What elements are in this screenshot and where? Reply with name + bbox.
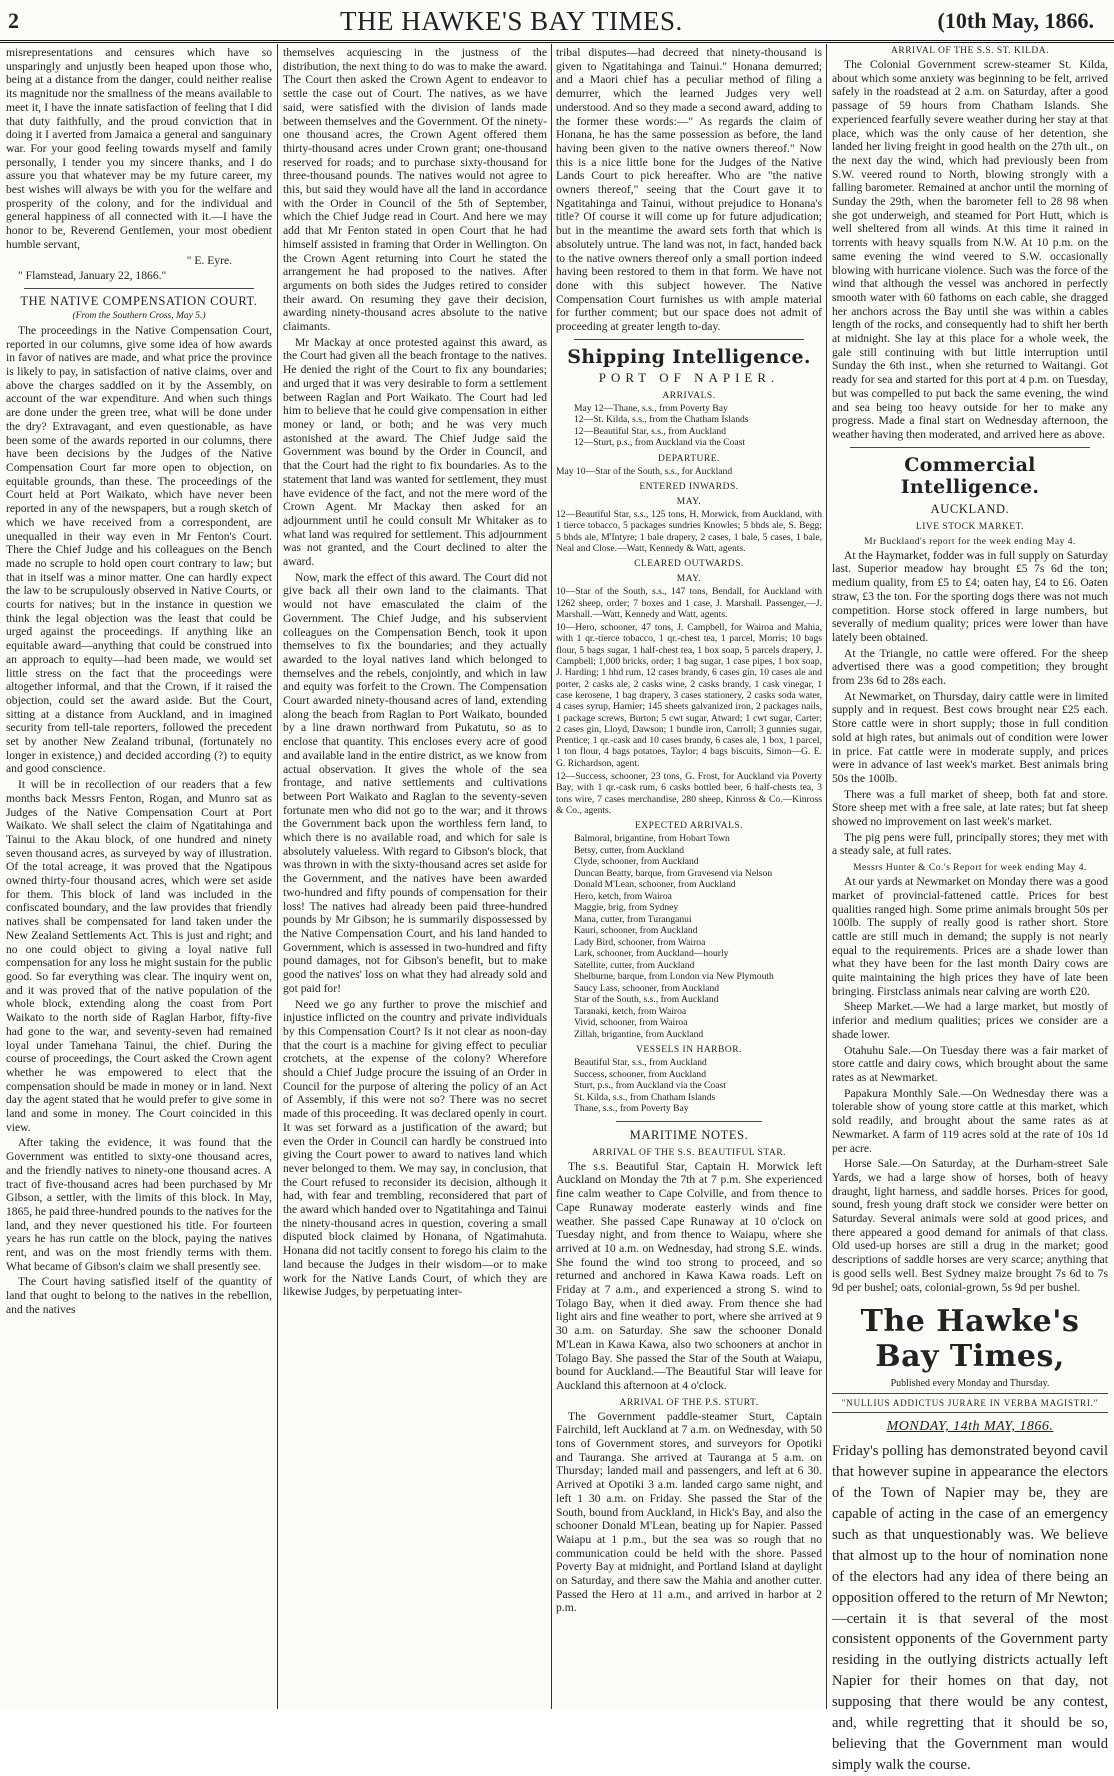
expected-arrivals-list bbox=[556, 833, 822, 1040]
live-stock-market-heading: LIVE STOCK MARKET. bbox=[915, 521, 1025, 532]
column-1 bbox=[6, 46, 272, 1709]
departure-entry: May 10—Star of the South, s.s., for Auckland bbox=[556, 465, 733, 477]
cleared-outwards-heading: CLEARED OUTWARDS. bbox=[634, 559, 744, 570]
column-rule bbox=[277, 44, 278, 1709]
buckland-report-heading: Mr Buckland's report for the week ending May 4. bbox=[864, 536, 1076, 547]
newspaper-title: THE HAWKE'S BAY TIMES. bbox=[340, 6, 683, 36]
article-paragraph: themselves acquiescing in the justness of the distribution, the next thing to do was to make the award. The Court then asked the Crown Agent to endeavor to settle the case out of Court. The natives, as we have said, were satisfied with the division of lands made between themselves and the Government. Of the ninety-one thousand acres, the Crown Agent offered them thirty-thousand acres under Crown grant; one-thousand reserved for roads; and to purchase sixty-thousand for three-thousand pounds. The natives would not agree to this, but said they would have all the land in accordance with the Order in Council of the 5th of September, which the Chief Judge read in Court. And here we may add that Mr Fenton stated in open Court that he had himself assisted in framing that Order in Wellington. On the Crown Agent returning into Court he stated the arrangement he had proposed to the natives. After arguments on both sides the Judges retired to consider their award. On resuming they gave their decision, awarding ninety-thousand acres absolute to the native claimants. bbox=[283, 46, 547, 334]
letter-signature: " E. Eyre. bbox=[186, 253, 232, 267]
article-paragraph: The Court having satisfied itself of the quantity of land that ought to belong to the natives in the rebellion, and the natives bbox=[6, 1275, 272, 1316]
list-item: Lady Bird, schooner, from Wairoa bbox=[574, 936, 706, 948]
market-paragraph: At the Triangle, no cattle were offered. For the sheep advertised there was a good competition; they brought from 23s 6d to 28s each. bbox=[832, 646, 1108, 688]
st-kilda-paragraph: The Colonial Government screw-steamer St. Kilda, about which some anxiety was beginning to be felt, arrived safely in the roadstead at 2 a.m. on Saturday, after a good passage of 59 hours from Chatham Islands. She experienced fearfully severe weather during her stay at that place, which was the only cause of her detention, she landed her living freight in good health on the 27th ult., on the next day the wind, which had previously been from S.W. veered round to North, blowing strongly with a falling barometer. Remained at anchor until the morning of Sunday the 29th, when the barometer fell to 28 98 when she got underweigh, and steamed for Port Hutt, which is well sheltered from all winds. At this time it rained in torrents with heavy squalls from N.W. At 10 p.m. on the same evening the wind veered to S.W. occasionally blowing with hurricane violence. Such was the force of the wind that although the vessel was anchored in perfectly smooth water with 60 fathoms on each cable, she dragged her anchors across the Bay until she was within a cables length of the rocks, and consequently had to shift her berth at midnight. She lay at this place for a whole week, the gale still continuing with but little interruption until Sunday the 6th inst., when she returned to Waitangi. Got ready for sea and started for this port at 4 p.m. on Tuesday, but was compelled to put back the same evening, the wind and sea being too heavy outside for her to make any progress. Made a final start on Wednesday afternoon, the weather having then moderated, and arrived here as above. bbox=[832, 58, 1108, 441]
market-paragraph: The pig pens were full, principally stores; they met with a steady sale, at full rates. bbox=[832, 830, 1108, 858]
arrivals-list bbox=[556, 403, 822, 449]
publication-schedule: Published every Monday and Thursday. bbox=[890, 1378, 1050, 1390]
list-item: Zillah, brigantine, from Auckland bbox=[574, 1028, 704, 1040]
market-paragraph: Sheep Market.—We had a large market, but mostly of inferior and medium qualities; prices we consider are a shade lower. bbox=[832, 1000, 1108, 1041]
list-item: Mana, cutter, from Turanganui bbox=[574, 913, 692, 925]
commercial-intelligence-heading: Commercial Intelligence. bbox=[900, 453, 1040, 498]
list-item: 12—Sturt, p.s., from Auckland via the Coast bbox=[574, 437, 746, 449]
column-3 bbox=[556, 46, 822, 1709]
page-header bbox=[0, 0, 1114, 44]
article-paragraph: The proceedings in the Native Compensation Court, reported in our columns, give some idea of how awards in favor of natives are made, and what price the province is likely to pay, in satisfaction of native claims, over and above the charges saddled on it by the Assembly, on account of the war expenditure. And when such things are done under the green tree, what will be done under the dry? Extravagant, and even questionable, as have been some of the awards reported in our columns, there have been decisions by the Judges of the Native Compensation Court far more open to objection, on equitable grounds, than these. The proceedings of the Court held at Port Waikato, which have never been reported in any of the newspapers, but a rough sketch of which we have received from a correspondent, are unequalled in their way even in Mr Fenton's Court. There the Chief Judge and his colleagues on the Bench made no scruple to hold open court contrary to law; but that in itself was a minor matter. One can hardly expect the law to be scrupulously observed in Native Courts, or courts for natives; but in the instance in question we think the legal objection was the least that could be urged against the proceedings. If anything like an equitable award—anything that could be construed into an approach to equity—had been made, we would set little stress on the fact that the proceedings were altogether informal, and that the Crown, if it raised the objection, could set the award aside. But the Court, sitting at a distance from Auckland, and in imagined security from tell-tale reporters, followed the precedent set by another New Zealand tribunal, (fortunately no longer in existence,) and decided according (?) to equity and good conscience. bbox=[6, 323, 272, 776]
market-paragraph: Horse Sale.—On Saturday, at the Durham-street Sale Yards, we had a large show of horses, both of heavy draught, light harness, and saddle horses. Prices for good, sound, fresh young draft stock we consider were better on Saturday. Several animals were sold at good prices, and there appeared a good demand for animals of that class. Old used-up horses are still a drug in the market; good descriptions of saddle horses are very scarce; anything that is good sells well. Best Sydney maize brought 7s 6d to 7s 9d per bushel; oats, colonial-grown, 5s 9d per bushel. bbox=[832, 1157, 1108, 1294]
column-2 bbox=[283, 46, 547, 1709]
list-item: Saucy Lass, schooner, from Auckland bbox=[574, 982, 720, 994]
header-rule bbox=[0, 40, 1114, 43]
market-paragraph: There was a full market of sheep, both fat and store. Store sheep met with a free sale, at late rates; but fat sheep showed no improvement on last week's market. bbox=[832, 787, 1108, 829]
vessels-in-harbor-heading: VESSELS IN HARBOR. bbox=[636, 1045, 742, 1056]
divider bbox=[24, 288, 254, 289]
list-item: Thane, s.s., from Poverty Bay bbox=[574, 1103, 689, 1115]
sturt-heading: ARRIVAL OF THE P.S. STURT. bbox=[619, 1397, 759, 1408]
article-paragraph: Now, mark the effect of this award. The Court did not give back all their own land to the claimants. That would not have emasculated the claim of the Government. The Chief Judge, and his subservient colleagues on the Compensation Bench, took it upon themselves to fix the boundaries; and they actually awarded to the loyal natives land which belonged to themselves and the rebels, conjointly, and which in law and equity was forfeit to the Crown. The Compensation Court awarded ninety-thousand acres of land, extending along the beach from Raglan to Port Waikato, bounded by a line drawn northward from Pukatutu, so as to enclose that quantity. This encloses every acre of good and available land in the entire district, as we know from actual observation. It gives the whole of the sea frontage, and native settlements and cultivations between Port Waikato and Raglan to the seventy-seven fortunate men who did not go to the war; and it throws the Government back upon the worthless fern land, to which there is no available road, and which for sale is absolutely valueless. With regard to Gibson's block, that was thrown in with the sixty-thousand acres set aside for the Government, and the natives have been awarded two-hundred and fifty pounds of compensation for their loss! The natives had already been paid three-hundred pounds by Mr Gibson; he is summarily dispossessed by the Native Compensation Court, and his land handed to Government, which is assessed in two-hundred and fifty pound damages, not for Gibson's benefit, but to make good the natives' loss on what they had already sold and got paid for! bbox=[283, 570, 547, 995]
letter-place: " Flamstead, January 22, 1866." bbox=[18, 269, 167, 283]
article-source: (From the Southern Cross, May 5.) bbox=[72, 310, 206, 321]
article-paragraph: Need we go any further to prove the mischief and injustice inflicted on the country and private individuals by this Compensation Court? Is it not clear as noon-day that the court is a machine for giving effect to peculiar crotchets, at the expense of the colony? Wherefore should a Chief Judge procure the issuing of an Order in Council for the purpose of altering the policy of an Act of Assembly, if this were not so? There was no secret made of this proceeding. It was declared openly in court. It was set forward as a justification of the award; but even the Order in Council can hardly be construed into giving the Court power to award to natives land which never belonged to them. We may say, in conclusion, that the Court refused to reconsider its decision, although it had, with fear and trembling, reconsidered that part of the award which handed over to Ngatitahinga and Tainui the ninety-thousand acres in question, covering a small disputed block claimed by Honana, of Ngatimahuta. Honana did not tacitly consent to forego his claim to the land because the Judges in their wisdom—or to make work for the Native Lands Court, of which they are likewise Judges, by perpetuating inter- bbox=[283, 997, 547, 1299]
list-item: Duncan Beatty, barque, from Gravesend via Nelson bbox=[574, 867, 773, 879]
list-item: Star of the South, s.s., from Auckland bbox=[574, 994, 719, 1006]
sturt-paragraph: The Government paddle-steamer Sturt, Captain Fairchild, left Auckland at 7 a.m. on Wednesday, with 50 tons of Government stores, and surveyors for Opotiki and Tauranga. She arrived at Tauranga at 5 a.m. on Thursday; landed mail and passengers, and left at 6 30. Arrived at Opotiki 3 a.m. landed cargo same night, and left 1 30 a.m. on Friday. She passed the Star of the South, bound from Auckland, in Hick's Bay, and also the schooner Donald M'Lean, beating up for Napier. Passed Waiapu at 1 p.m., but the sea was so rough that no communication could be held with the shore. Passed Poverty Bay at midnight, and Portland Island at daylight on Saturday, and there saw the Mahia and another cutter. Passed the Hero at 11 a.m., and arrived in harbor at 2 p.m. bbox=[556, 1409, 822, 1615]
list-item: Kauri, schooner, from Auckland bbox=[574, 925, 698, 937]
article-paragraph: After taking the evidence, it was found that the Government was entitled to sixty-one thousand acres, and the friendly natives to ninety-one thousand acres. A tract of five-thousand acres had been purchased by Mr Gibson, a settler, with the limits of this block. In May, 1865, he paid three-hundred pounds to the natives for the land, and they never questioned his title. For fourteen years he has run cattle on the block, paying the natives rent, and was on the most friendly terms with them. What became of Gibson's claim we shall presently see. bbox=[6, 1136, 272, 1273]
divider bbox=[850, 447, 1090, 448]
market-paragraph: At the Haymarket, fodder was in full supply on Saturday last. Superior meadow hay brought £5 7s 6d the ton; medium quality, from £5 to £4; oaten hay, £4 to £6. Oaten straw, £3 the ton. For the sporting dogs there was not much competition. Horse stock offered in large numbers, but severally of medium quality; prices were lower than have lately been obtained. bbox=[832, 548, 1108, 644]
list-item: Donald M'Lean, schooner, from Auckland bbox=[574, 879, 736, 891]
departure-heading: DEPARTURE. bbox=[658, 453, 720, 464]
list-item: St. Kilda, s.s., from Chatham Islands bbox=[574, 1091, 716, 1103]
st-kilda-heading: ARRIVAL OF THE S.S. ST. KILDA. bbox=[891, 46, 1049, 56]
motto: "NULLIUS ADDICTUS JURARE IN VERBA MAGISTRI." bbox=[832, 1393, 1108, 1413]
column-rule bbox=[551, 44, 552, 1709]
auckland-heading: AUCKLAND. bbox=[930, 501, 1010, 516]
market-paragraph: At Newmarket, on Thursday, dairy cattle were in limited supply and in request. Best cows brought near £25 each. Store cattle were in short supply; those in full condition sold at high rates, but animals out of condition were lower in price. Fat cattle were in moderate supply, and prices were in advance of last week's market. Best animals bring 50s the 100lb. bbox=[832, 689, 1108, 785]
list-item: Lark, schooner, from Auckland—hourly bbox=[574, 948, 729, 960]
market-paragraph: At our yards at Newmarket on Monday there was a good market of provincial-fattened cattle. Prices for best qualities ranged high. Some prime animals brought 50s per 100lb. The supply of really good is rather short. Store cattle are still much in demand; the supply is not nearly equal to the requirements. Prices are a shade lower than what they have been for the last month Dairy cows are quite maintaining the high prices they have of late been bringing. Firstclass animals near calving are worth £20. bbox=[832, 875, 1108, 998]
divider bbox=[574, 339, 804, 340]
vessels-in-harbor-list bbox=[556, 1057, 822, 1115]
list-item: 12—Beautiful Star, s.s., from Auckland bbox=[574, 425, 727, 437]
cleared-entry: 10—Hero, schooner, 47 tons, J. Campbell, for Wairoa and Mahia, with 1 qr.-tierce tobacco, 1 qr.-chest tea, 1 parcel, Morris; 10 bags flour, 5 bags sugar, 1 half-chest tea, 1 box soap, 5 parcels drapery, J. Campbell; 1,000 bricks, order; 1 bag sugar, 1 case pipes, 1 box soap, J. Harding; 1 hhd rum, 12 cases brandy, 6 cases gin, 10 cases ale and porter, 2 casks ale, 2 casks wine, 2 casks brandy, 1 cask vinegar, 1 case kerosene, 1 bag drapery, 3 cases stationery, 2 casks soda water, 4 cases syrup, Harnier; 145 sheets galvanized iron, 2 packages nails, 1 package screws, Burton; 5 cwt sugar, Atward; 1 cwt sugar, Carter; 2 cases gin, Lloyd, Dawson; 1 bundle iron, Carroll; 3 gunnies sugar, Prentice; 1 qr.-cask and 10 cases brandy, 6 cases ale, 1 box, 1 parcel, 1 ton flour, 4 bags potatoes, Taylor; 4 bags biscuits, Simon—G. E. G. Richardson, agent. bbox=[556, 622, 822, 769]
leader-date: MONDAY, 14th MAY, 1866. bbox=[886, 1419, 1054, 1435]
market-paragraph: Papakura Monthly Sale.—On Wednesday there was a tolerable show of young store cattle at this market, which sold readily, and brought about the same rates as at Newmarket. A farm of 119 acres sold at the rate of 10s 1d per acre. bbox=[832, 1086, 1108, 1155]
divider bbox=[616, 1121, 762, 1122]
cleared-entry: 12—Success, schooner, 23 tons, G. Frost, for Auckland via Poverty Bay, with 1 qr.-cask rum, 6 casks bottled beer, 6 half-chests tea, 3 tons wire, 7 cases merchandise, 280 sheep, Kinross & Co.—Kinross & Co., agents. bbox=[556, 771, 822, 816]
list-item: Shelburne, barque, from London via New Plymouth bbox=[574, 971, 774, 983]
list-item: Vivid, schooner, from Wairoa bbox=[574, 1017, 688, 1029]
beautiful-star-heading: ARRIVAL OF THE S.S. BEAUTIFUL STAR. bbox=[591, 1147, 787, 1158]
shipping-intelligence-heading: Shipping Intelligence. bbox=[567, 345, 811, 368]
list-item: Maggie, brig, from Sydney bbox=[574, 902, 679, 914]
letter-text: misrepresentations and censures which have so unsparingly and unjustly been heaped upon those who, being at a distance from the danger, could neither realise its magnitude nor the smallness of the means available to meet it, I have the innate satisfaction of feeling that I did that duty faithfully, and the proud conviction that in doing it I averted from Jamaica a general and sanguinary war. For your good feeling towards myself and family personally, I tender you my sincere thanks, and I do assure you that whatever may be my future career, my best wishes will always be with you for the welfare and prosperity of the colony, and for the individual and general happiness of all connected with it.—I have the honor to be, Reverend Gentlemen, your most obedient humble servant, bbox=[6, 46, 272, 251]
list-item: Hero, ketch, from Wairoa bbox=[574, 890, 672, 902]
list-item: Success, schooner, from Auckland bbox=[574, 1068, 707, 1080]
cleared-month: MAY. bbox=[676, 574, 702, 585]
list-item: Taranaki, ketch, from Wairoa bbox=[574, 1005, 687, 1017]
list-item: Satellite, cutter, from Auckland bbox=[574, 959, 695, 971]
list-item: 12—St. Kilda, s.s., from the Chatham Islands bbox=[574, 414, 749, 426]
list-item: Beautiful Star, s.s., from Auckland bbox=[574, 1057, 707, 1069]
page-number: 2 bbox=[8, 8, 19, 33]
port-heading: PORT OF NAPIER. bbox=[598, 369, 780, 385]
arrivals-heading: ARRIVALS. bbox=[662, 390, 716, 401]
expected-arrivals-heading: EXPECTED ARRIVALS. bbox=[634, 821, 744, 832]
list-item: Clyde, schooner, from Auckland bbox=[574, 856, 699, 868]
maritime-notes-heading: MARITIME NOTES. bbox=[629, 1127, 749, 1142]
article-paragraph: Mr Mackay at once protested against this award, as the Court had given all the beach frontage to the natives. He denied the right of the Court to fix any boundaries; and urged that it was very desirable to form a settlement between Raglan and Port Waikato. The Court had led him to believe that he could give compensation in either money or land, or both; and he was very much astonished at the award. The Chief Judge said the Government was bound by the Order in Council, and that the Court had the right to fix boundaries. As to the statement that land was wanted for settlement, they must have evidence of the fact, and not the mere word of the Crown Agent. Mr Mackay then asked for an adjournment until he could consult Mr Whitaker as to what land was required for settlement. This adjournment was not granted, and the Court declined to alter the award. bbox=[283, 335, 547, 569]
entered-month: MAY. bbox=[676, 497, 702, 508]
list-item: Betsy, cutter, from Auckland bbox=[574, 844, 685, 856]
entered-entry: 12—Beautiful Star, s.s., 125 tons, H. Morwick, from Auckland, with 1 tierce tobacco, 5 packages sundries Knowles; 5 bhds ale, S. Begg; 5 bhds ale, M'Intyre; 1 bale drapery, 2 cases, 1 bale, 5 cases, 1 bale, Neal and Close.—Watt, Kennedy & Watt, agents. bbox=[556, 509, 822, 554]
article-paragraph: It will be in recollection of our readers that a few months back Messrs Fenton, Rogan, and Munro sat as Judges of the Native Compensation Court at Port Waikato. We shall select the claim of Ngatitahinga and Tainui to the Akau block, of one hundred and ninety seven thousand acres, as surveyed by way of illustration. Of the total acreage, it was proved that the Ngatipous owned thirty-four thousand acres, which were set aside for them. This block of land was included in the confiscated boundary, and the law provides that friendly natives shall be compensated for land taken under the New Zealand Settlements Act. This is just and right; and no one could object to giving a loyal native full compensation for any loss he might sustain for the public good. So far everything was clear. The inquiry went on, and it was proved that of the native population of the whole block, extending along the coast from Port Waikato to the north side of Raglan Harbor, fifty-five had gone to the war, and seventy-seven had remained loyal under Tamehana Tainui, the chief. During the course of proceedings, the Court asked the Crown agent whether he was empowered to elect that the compensation should be made in money or in land. Next day the agent stated that he would prefer to give some in land and some in money. The Court coincided in this view. bbox=[6, 778, 272, 1134]
masthead: The Hawke's Bay Times, bbox=[860, 1304, 1080, 1375]
issue-date: (10th May, 1866. bbox=[937, 8, 1094, 33]
article-heading: THE NATIVE COMPENSATION COURT. bbox=[20, 293, 258, 308]
cleared-entry: 10—Star of the South, s.s., 147 tons, Bendall, for Auckland with 1262 sheep, order; 7 boxes and 1 case, J. Marshall. Passenger,—J. Marshall.—Watt, Kennedy and Watt, agents. bbox=[556, 586, 822, 620]
column-rule bbox=[826, 44, 827, 1709]
beautiful-star-paragraph: The s.s. Beautiful Star, Captain H. Morwick left Auckland on Monday the 7th at 7 p.m. She experienced fine calm weather to Cape Colville, and from thence to Cape Runaway moderate easterly winds and fine weather. She passed Cape Runaway at 10 o'clock on Tuesday night, and from thence to Waiapu, where she arrived at 10 a.m. on Wednesday, had strong S.E. winds. She found the wind too strong to proceed, and so returned and anchored in Kawa Kawa roads. Left on Friday at 7 a.m., and experienced a strong S. wind to Tolago Bay, when it died away. From thence she had light airs and fine weather to port, where she arrived at 9 30 a.m. on Saturday. She saw the schooner Donald M'Lean in Kawa Kawa, also two schooners at anchor in Tolago Bay. She passed the Star of the South at Waiapu, bound for Auckland.—The Beautiful Star will leave for Auckland this afternoon at 4 o'clock. bbox=[556, 1159, 822, 1392]
list-item: Balmoral, brigantine, from Hobart Town bbox=[574, 833, 730, 845]
hunter-report-heading: Messrs Hunter & Co.'s Report for week ending May 4. bbox=[853, 863, 1087, 874]
leader-paragraph: Friday's polling has demonstrated beyond cavil that however supine in appearance the electors of the Town of Napier may be, they are capable of acting in the case of an emergency such as that unquestionably was. We believe that almost up to the hour of nomination none of the electors had any idea of there being an opposition offered to the return of Mr Newton;—certain it is that several of the most consistent opponents of the Government party residing in the outlying districts actually left Napier for their homes on that day, not supposing that there would be any contest, and, while regretting that it should be so, believing that the Government man would simply walk the course. bbox=[832, 1443, 1108, 1773]
article-paragraph: tribal disputes—had decreed that ninety-thousand is given to Ngatitahinga and Tainui." Honana demurred; and a Maori chief has a peculiar method of filing a demurrer, which the learned Judges very well understood. And so they made a second award, adding to the former these words:—" As regards the claim of Honana, he has the same possession as before, the land having been given to the native owners thereof." Now this is a nice little bone for the Judges of the Native Lands Court to pick hereafter. Who are "the native owners thereof," seeing that the Court gave it to Ngatitahinga and Tainui, without prejudice to Honana's title? Of course it will come up for future adjudication; but in the meantime the award sets forth that which is absolutely untrue. The land was not, in fact, handed back to the native owners thereof only a small portion indeed having been restored to them in that form. We have not done with this subject however. The Native Compensation Court furnishes us with ample material for further comment; but our space does not admit of proceeding at greater length to-day. bbox=[556, 46, 822, 334]
column-4 bbox=[832, 46, 1108, 1773]
market-paragraph: Otahuhu Sale.—On Tuesday there was a fair market of store cattle and dairy cows, which brought about the same rates as at Newmarket. bbox=[832, 1043, 1108, 1084]
entered-inwards-heading: ENTERED INWARDS. bbox=[639, 482, 739, 493]
list-item: Sturt, p.s., from Auckland via the Coast bbox=[574, 1080, 726, 1092]
list-item: May 12—Thane, s.s., from Poverty Bay bbox=[574, 402, 728, 414]
